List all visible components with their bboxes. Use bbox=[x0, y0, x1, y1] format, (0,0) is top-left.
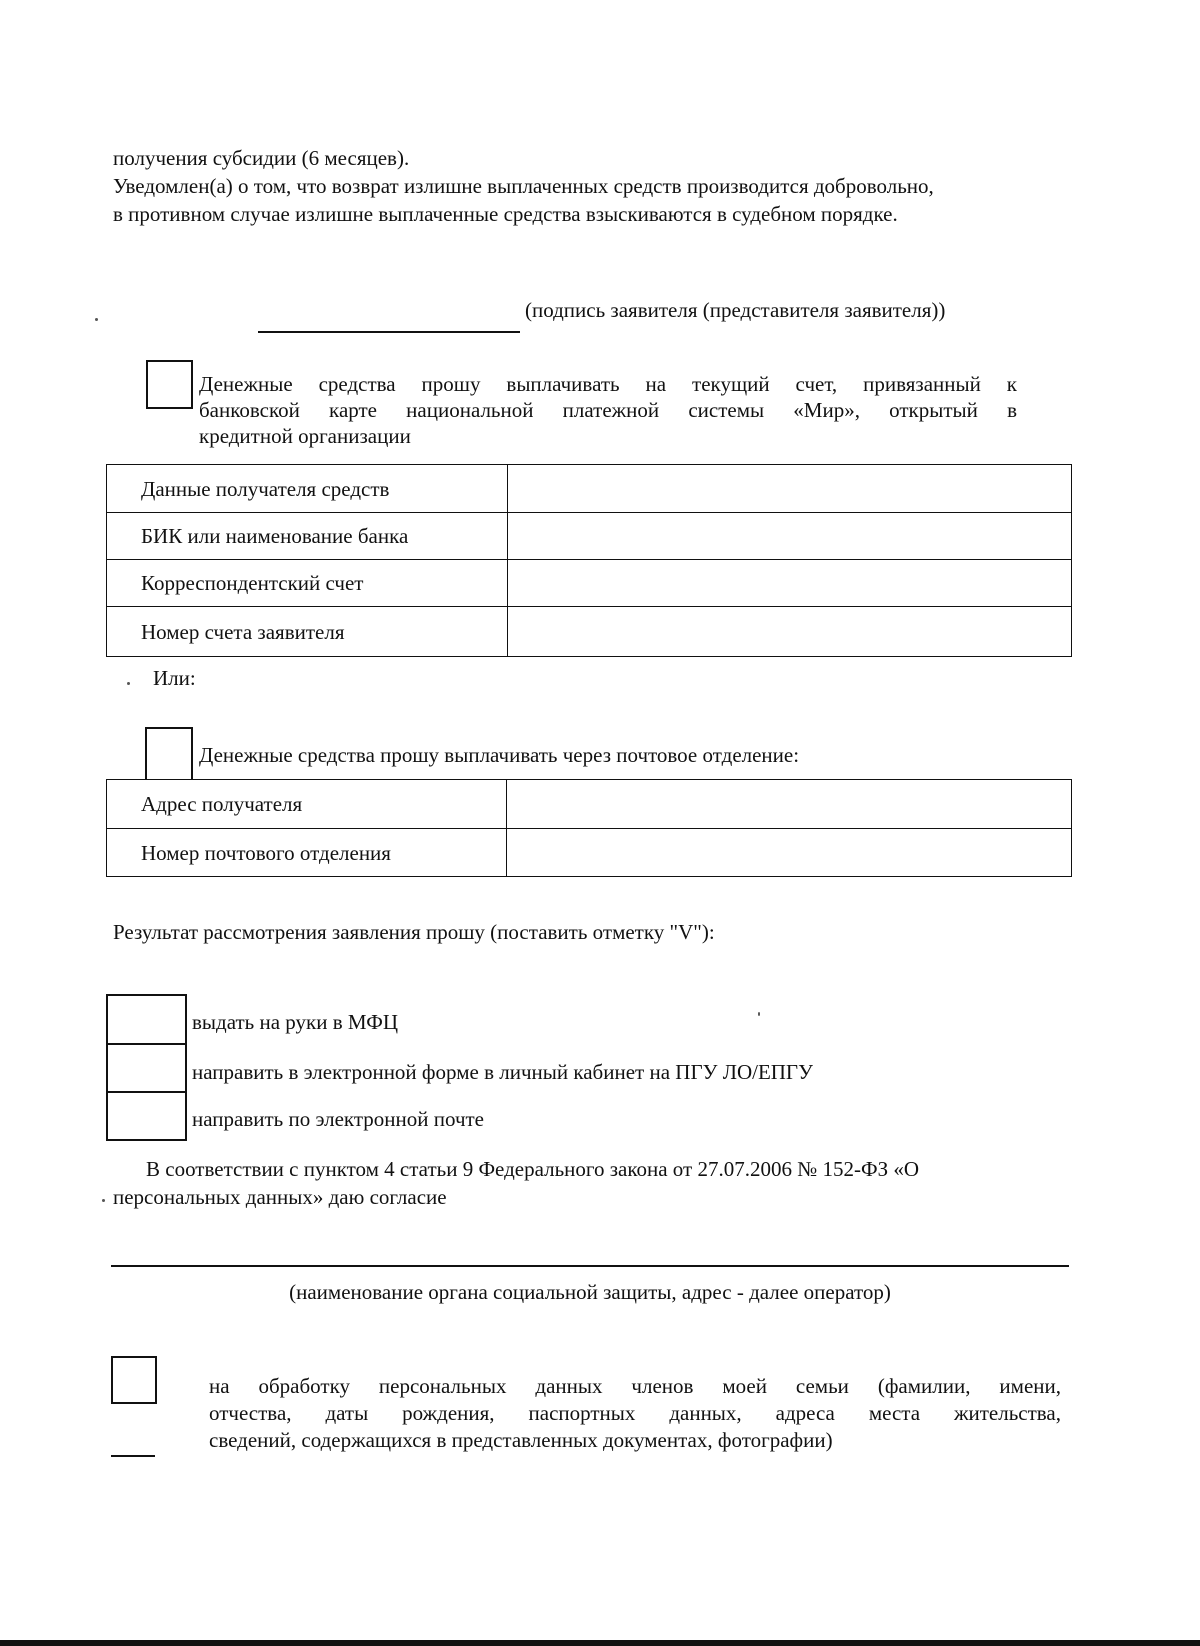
result-heading: Результат рассмотрения заявления прошу (поставить отметку "V"): bbox=[113, 920, 715, 944]
bank-card-text-line1: Денежные средства прошу выплачивать на текущий счет, привязанный к bbox=[199, 372, 1017, 396]
applicant-account-label: Номер счета заявителя bbox=[107, 607, 508, 657]
family-consent-text bbox=[209, 1373, 1061, 1454]
scan-dot bbox=[758, 1012, 760, 1016]
consent-paragraph bbox=[113, 1155, 1063, 1211]
scan-dot bbox=[127, 682, 130, 685]
result-option-mfc: выдать на руки в МФЦ bbox=[192, 1010, 399, 1034]
recipient-address-label: Адрес получателя bbox=[107, 780, 507, 829]
family-consent-line3: сведений, содержащихся в представленных документах, фотографии) bbox=[209, 1428, 833, 1452]
result-checkbox-email[interactable] bbox=[106, 1091, 187, 1141]
consent-line1: В соответствии с пунктом 4 статьи 9 Федерального закона от 27.07.2006 № 152-ФЗ «О bbox=[146, 1157, 920, 1181]
applicant-account-field[interactable] bbox=[508, 607, 1072, 657]
or-label: Или: bbox=[153, 666, 196, 690]
correspondent-account-label: Корреспондентский счет bbox=[107, 560, 508, 607]
table-row bbox=[107, 513, 1072, 560]
scan-dot bbox=[102, 1199, 105, 1202]
scan-bottom-edge bbox=[0, 1640, 1200, 1646]
result-option-email: направить по электронной почте bbox=[192, 1107, 485, 1131]
signature-caption: (подпись заявителя (представителя заявителя)) bbox=[525, 298, 946, 322]
operator-caption: (наименование органа социальной защиты, адрес - далее оператор) bbox=[289, 1280, 891, 1304]
bik-field[interactable] bbox=[508, 513, 1072, 560]
table-row bbox=[107, 560, 1072, 607]
recipient-data-label: Данные получателя средств bbox=[107, 465, 508, 513]
bank-details-table bbox=[106, 464, 1072, 657]
post-office-checkbox[interactable] bbox=[145, 727, 193, 779]
bank-card-text-line3: кредитной организации bbox=[199, 424, 411, 448]
subsidy-period-line: получения субсидии (6 месяцев). bbox=[113, 146, 410, 170]
result-option-portal: направить в электронной форме в личный кабинет на ПГУ ЛО/ЕПГУ bbox=[192, 1060, 813, 1084]
operator-line[interactable] bbox=[111, 1265, 1069, 1267]
refund-notice-line2: в противном случае излишне выплаченные средства взыскиваются в судебном порядке. bbox=[113, 202, 898, 226]
short-dash-mark bbox=[111, 1455, 155, 1457]
top-paragraph bbox=[113, 144, 1083, 228]
table-row bbox=[107, 465, 1072, 513]
family-consent-line1: на обработку персональных данных членов моей семьи (фамилии, имени, bbox=[209, 1374, 1061, 1398]
table-row bbox=[107, 780, 1072, 829]
post-details-table bbox=[106, 779, 1072, 877]
post-office-option-text: Денежные средства прошу выплачивать через почтовое отделение: bbox=[199, 743, 800, 767]
recipient-data-field[interactable] bbox=[508, 465, 1072, 513]
recipient-address-field[interactable] bbox=[507, 780, 1072, 829]
bank-card-option-text bbox=[199, 371, 1017, 449]
bank-card-checkbox[interactable] bbox=[146, 360, 193, 409]
correspondent-account-field[interactable] bbox=[508, 560, 1072, 607]
refund-notice-line1: Уведомлен(а) о том, что возврат излишне выплаченных средств производится добровольно, bbox=[113, 174, 934, 198]
result-checkbox-mfc[interactable] bbox=[106, 994, 187, 1045]
bik-label: БИК или наименование банка bbox=[107, 513, 508, 560]
family-consent-checkbox[interactable] bbox=[111, 1356, 157, 1404]
post-office-number-label: Номер почтового отделения bbox=[107, 829, 507, 877]
family-consent-line2: отчества, даты рождения, паспортных данных, адреса места жительства, bbox=[209, 1401, 1061, 1425]
consent-line2: персональных данных» даю согласие bbox=[113, 1185, 447, 1209]
post-office-number-field[interactable] bbox=[507, 829, 1072, 877]
signature-line[interactable] bbox=[258, 331, 520, 333]
scan-dot bbox=[95, 318, 98, 321]
table-row bbox=[107, 829, 1072, 877]
result-checkbox-portal[interactable] bbox=[106, 1043, 187, 1093]
bank-card-text-line2: банковской карте национальной платежной системы «Мир», открытый в bbox=[199, 398, 1017, 422]
table-row bbox=[107, 607, 1072, 657]
